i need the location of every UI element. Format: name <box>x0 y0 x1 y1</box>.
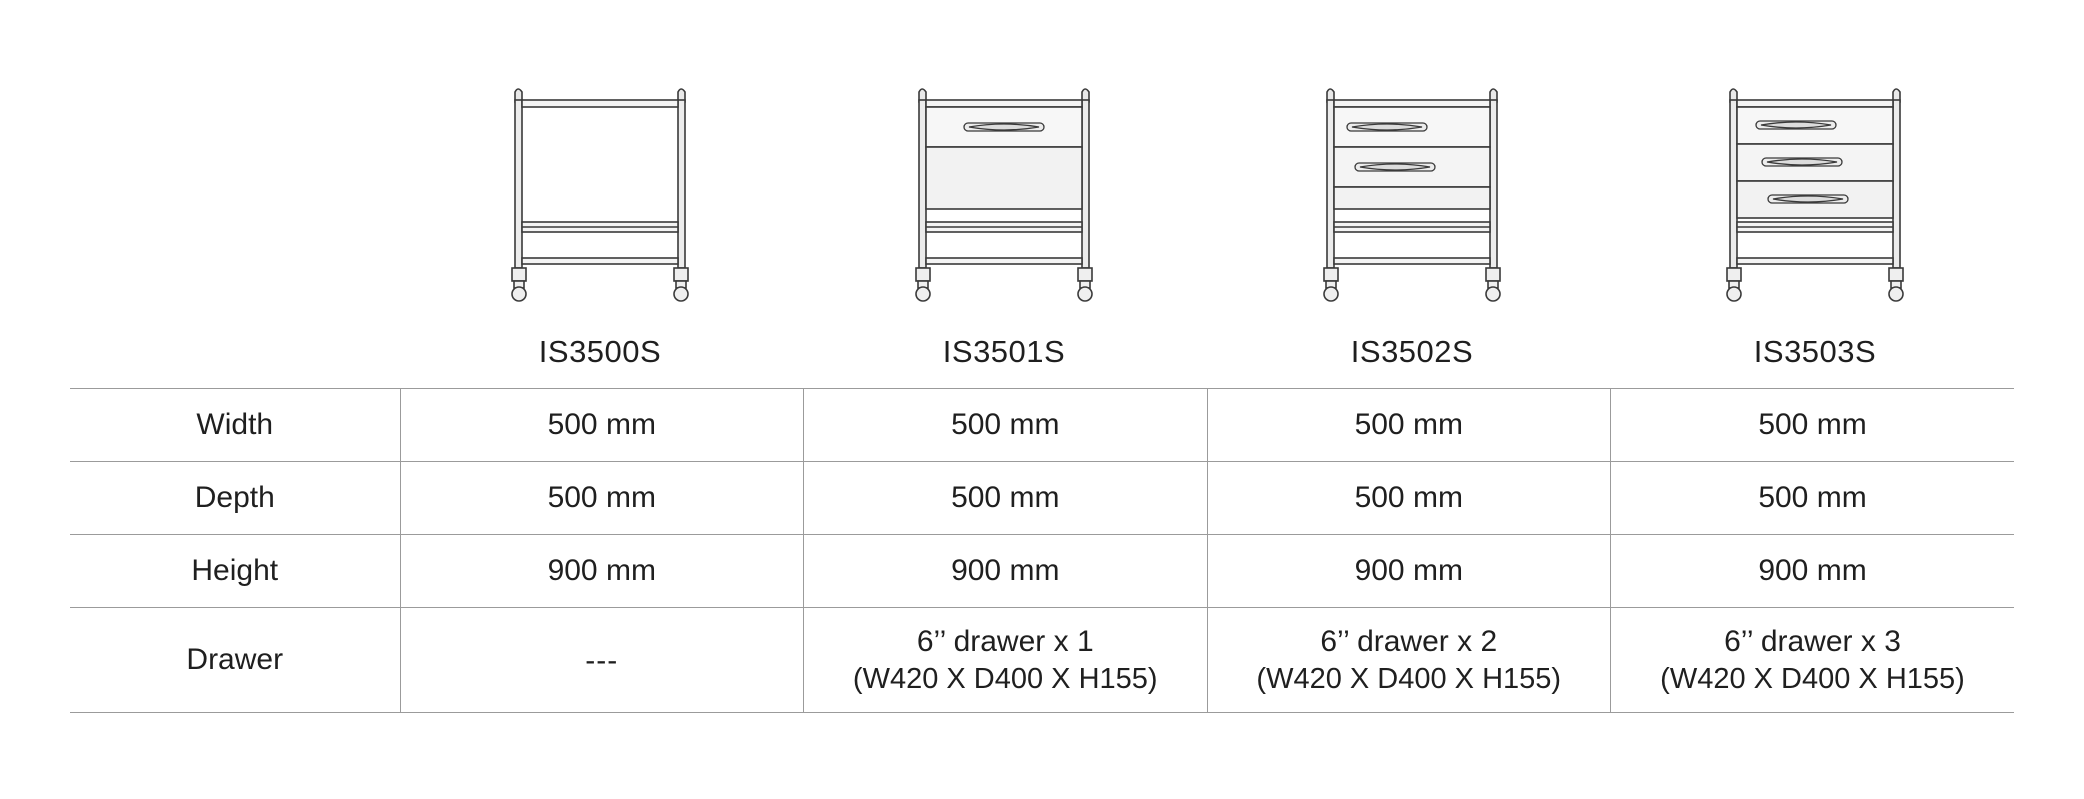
cell-width-2: 500 mm <box>804 389 1208 462</box>
cell-height-3: 900 mm <box>1207 535 1611 608</box>
cell-depth-3: 500 mm <box>1207 462 1611 535</box>
table-row <box>70 462 2014 535</box>
cell-height-2: 900 mm <box>804 535 1208 608</box>
row-label-depth: Depth <box>70 462 400 535</box>
cell-width-4: 500 mm <box>1611 389 2015 462</box>
trolley-1-drawer-icon <box>889 70 1119 320</box>
product-column-1 <box>400 40 800 370</box>
cell-drawer-3 <box>1207 608 1611 713</box>
cell-depth-1: 500 mm <box>400 462 804 535</box>
cell-depth-2: 500 mm <box>804 462 1208 535</box>
cell-drawer-4 <box>1611 608 2015 713</box>
row-label-drawer: Drawer <box>70 608 400 713</box>
cell-width-3: 500 mm <box>1207 389 1611 462</box>
cell-drawer-3-line1: 6’’ drawer x 2 <box>1320 624 1498 658</box>
specification-table <box>70 388 2014 713</box>
cell-drawer-4-line1: 6’’ drawer x 3 <box>1724 624 1901 658</box>
product-code-1: IS3500S <box>538 334 662 369</box>
row-label-height: Height <box>70 535 400 608</box>
table-row <box>70 389 2014 462</box>
product-code-4: IS3503S <box>1753 334 1877 369</box>
cell-drawer-1 <box>400 608 804 713</box>
cell-height-1: 900 mm <box>400 535 804 608</box>
cell-drawer-1-line1: --- <box>585 643 619 677</box>
table-row <box>70 608 2014 713</box>
cell-drawer-2-line1: 6’’ drawer x 1 <box>916 624 1094 658</box>
cell-drawer-3-line2: (W420 X D400 X H155) <box>1256 662 1562 695</box>
cell-width-1: 500 mm <box>400 389 804 462</box>
row-label-width: Width <box>70 389 400 462</box>
product-code-2: IS3501S <box>942 334 1066 369</box>
cell-drawer-2 <box>804 608 1208 713</box>
illustration-spacer <box>70 40 400 370</box>
product-column-4 <box>1616 40 2014 370</box>
product-column-2 <box>800 40 1208 370</box>
table-row <box>70 535 2014 608</box>
product-code-3: IS3502S <box>1350 334 1474 369</box>
cell-depth-4: 500 mm <box>1611 462 2015 535</box>
cell-height-4: 900 mm <box>1611 535 2015 608</box>
product-column-3 <box>1208 40 1616 370</box>
trolley-3-drawer-icon <box>1700 70 1930 320</box>
trolley-2-drawer-icon <box>1297 70 1527 320</box>
cell-drawer-4-line2: (W420 X D400 X H155) <box>1660 662 1965 695</box>
trolley-no-drawer-icon <box>485 70 715 320</box>
cell-drawer-2-line2: (W420 X D400 X H155) <box>852 662 1158 695</box>
product-illustration-row <box>70 40 2014 370</box>
